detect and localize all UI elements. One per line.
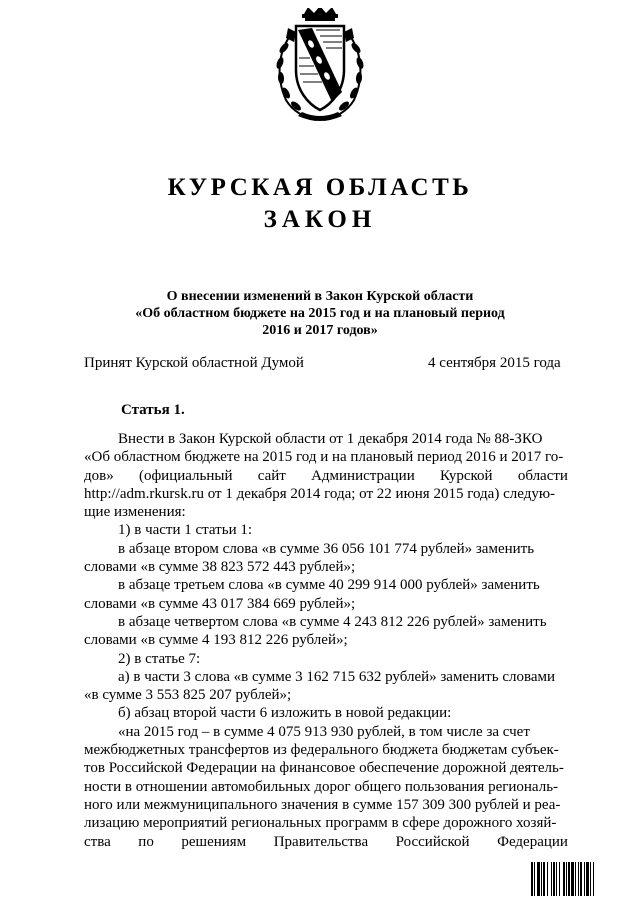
body-line: межбюджетных трансфертов из федерального бюджета бюджетам субъек- (84, 742, 559, 759)
body-line: «Об областном бюджете на 2015 год и на плановый период 2016 и 2017 го- (84, 449, 564, 466)
body-line: ного или межмуниципального значения в сумме 157 309 300 рублей и реа- (84, 796, 561, 813)
body-line-justified (84, 833, 568, 851)
subject-line: «Об областном бюджете на 2015 год и на плановый период (135, 306, 505, 321)
body-line: словами «в сумме 43 017 384 669 рублей»; (84, 595, 356, 612)
body-word: Федерации (497, 833, 568, 850)
body-word: ства (84, 833, 111, 850)
subject-line: О внесении изменений в Закон Курской области (166, 289, 474, 304)
body-word: Администрации (311, 467, 415, 484)
body-word: Курской (439, 467, 493, 484)
body-line: тов Российской Федерации на финансовое обеспечение дорожной деятель- (84, 760, 564, 777)
law-subject (110, 288, 530, 339)
body-word: области (517, 467, 568, 484)
adoption-date: 4 сентября 2015 года (428, 355, 561, 371)
body-word: дов» (84, 467, 114, 484)
body-word: Российской (395, 833, 470, 850)
body-line: словами «в сумме 38 823 572 443 рублей»; (84, 559, 356, 576)
body-line: а) в части 3 слова «в сумме 3 162 715 632 рублей» заменить словами (118, 668, 556, 685)
region-heading: КУРСКАЯ ОБЛАСТЬ (167, 174, 473, 201)
body-word: по (138, 833, 154, 850)
body-line: Внести в Закон Курской области от 1 декабря 2014 года № 88-ЗКО (118, 431, 543, 447)
body-line: в абзаце четвертом слова «в сумме 4 243 812 226 рублей» заменить (118, 613, 547, 630)
body-line: «на 2015 год – в сумме 4 075 913 930 рублей, в том числе за счет (118, 723, 530, 740)
body-line: ности в отношении автомобильных дорог общего пользования региональ- (84, 778, 559, 795)
document-type-heading: ЗАКОН (263, 206, 377, 233)
body-word: сайт (257, 467, 286, 484)
body-word: Правительства (273, 833, 369, 850)
body-word: (официальный (138, 467, 233, 484)
body-line: щие изменения: (84, 504, 186, 521)
body-line-justified (84, 467, 568, 485)
body-line: лизацию мероприятий региональных программ в сфере дорожного хозяй- (84, 815, 557, 832)
subject-line: 2016 и 2017 годов» (262, 323, 378, 338)
body-line: в абзаце втором слова «в сумме 36 056 101 774 рублей» заменить (118, 540, 535, 557)
article-heading: Статья 1. (121, 402, 185, 418)
barcode-icon (531, 862, 623, 896)
body-line: в абзаце третьем слова «в сумме 40 299 914 000 рублей» заменить (118, 577, 540, 594)
article-body (84, 430, 568, 851)
body-word: решениям (181, 833, 247, 850)
body-line: http://adm.rkursk.ru от 1 декабря 2014 года; от 22 июня 2015 года) следую- (84, 485, 556, 502)
adopted-by: Принят Курской областной Думой (84, 355, 304, 371)
body-line: б) абзац второй части 6 изложить в новой редакции: (118, 705, 452, 722)
body-line: «в сумме 3 553 825 207 рублей»; (84, 687, 292, 704)
kursk-coat-of-arms-icon (268, 8, 372, 126)
body-line: словами «в сумме 4 193 812 226 рублей»; (84, 632, 348, 649)
body-line: 2) в статье 7: (118, 650, 201, 667)
body-line: 1) в части 1 статьи 1: (118, 522, 253, 539)
